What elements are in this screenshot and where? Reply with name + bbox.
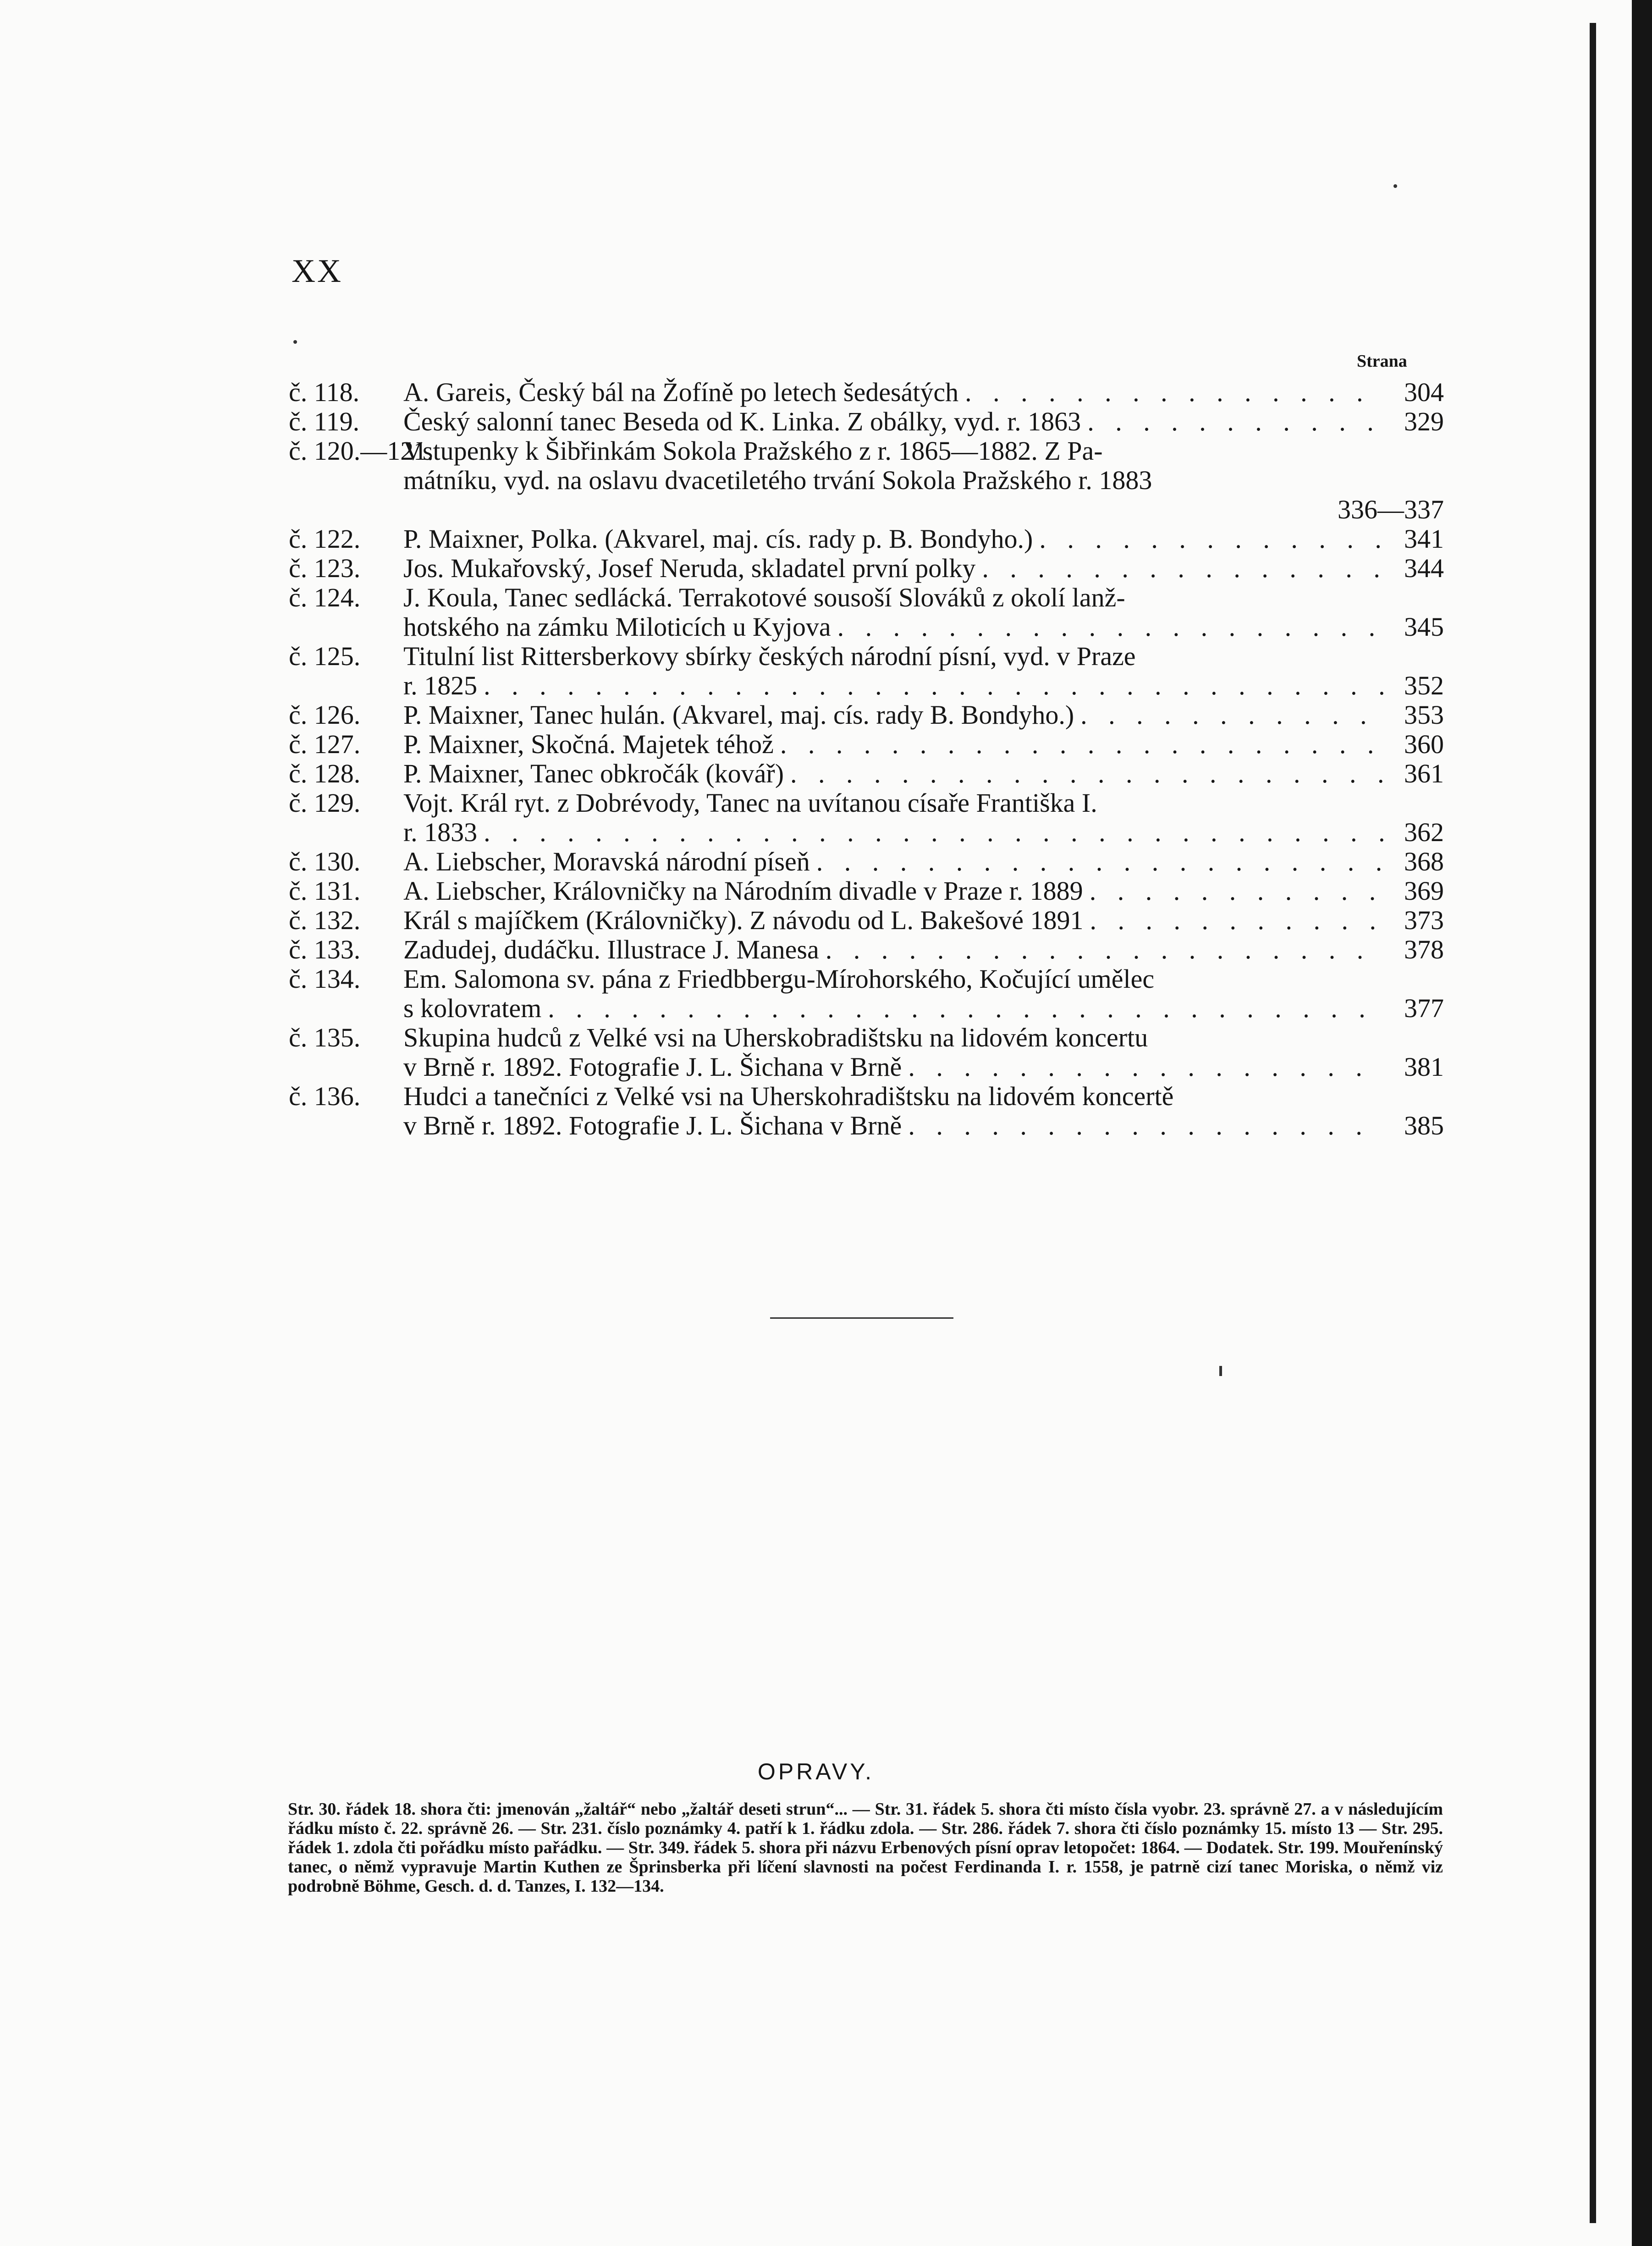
page-number: 362	[1404, 817, 1444, 847]
dot-leader	[477, 818, 1384, 847]
dot-leader	[1074, 700, 1384, 730]
entry-body	[403, 378, 1444, 407]
dot-leader	[1083, 876, 1384, 906]
dot-leader	[1033, 524, 1384, 554]
print-speck	[293, 340, 297, 344]
entry-number: č. 132.	[289, 905, 361, 935]
entry-title: A. Liebscher, Královničky na Národním divadle v Praze r. 1889	[403, 876, 1083, 906]
entry-body	[403, 407, 1444, 436]
toc-entry	[289, 876, 1444, 906]
entry-title: P. Maixner, Tanec obkročák (kovář)	[403, 759, 784, 788]
entry-line	[403, 730, 1444, 759]
entry-body	[403, 906, 1444, 935]
entry-body	[403, 554, 1444, 583]
entry-title: Vojt. Král ryt. z Dobrévody, Tanec na uvítanou císaře Františka I.	[403, 788, 1097, 818]
entry-title: r. 1833	[403, 817, 478, 847]
entry-title: J. Koula, Tanec sedlácká. Terrakotové sousoší Slováků z okolí lanž-	[403, 583, 1125, 612]
scan-border	[1632, 0, 1652, 2246]
entry-title: s kolovratem	[403, 993, 542, 1023]
page-number: 352	[1404, 671, 1444, 700]
entry-line	[403, 1052, 1444, 1082]
entry-line	[403, 554, 1444, 583]
entry-body	[403, 847, 1444, 876]
entry-title: Jos. Mukařovský, Josef Neruda, skladatel první polky	[403, 553, 976, 583]
page-number: 353	[1404, 700, 1444, 730]
entry-body	[403, 700, 1444, 730]
entry-number: č. 122.	[289, 524, 361, 554]
dot-leader	[831, 612, 1384, 642]
entry-body	[403, 1023, 1444, 1082]
dot-leader	[810, 847, 1384, 876]
entry-number: č. 129.	[289, 788, 361, 818]
page-number: 336—337	[1338, 495, 1444, 524]
page-number: 344	[1404, 553, 1444, 583]
entry-number: č. 118.	[289, 377, 360, 407]
entry-title: Em. Salomona sv. pána z Friedbbergu-Mírohorského, Kočující umělec	[403, 964, 1155, 994]
page-column-label: Strana	[1357, 352, 1407, 371]
dot-leader	[1083, 906, 1384, 935]
section-divider	[770, 1317, 953, 1319]
entry-title: Vstupenky k Šibřinkám Sokola Pražského z r. 1865—1882. Z Pa-	[403, 436, 1103, 466]
entry-line	[403, 642, 1444, 671]
illustration-list	[289, 378, 1444, 1140]
entry-line	[403, 847, 1444, 876]
toc-entry	[289, 407, 1444, 436]
toc-entry	[289, 906, 1444, 935]
entry-title: mátníku, vyd. na oslavu dvacetiletého trvání Sokola Pražského r. 1883	[403, 465, 1152, 495]
entry-body	[403, 583, 1444, 642]
dot-leader	[774, 730, 1384, 759]
entry-title: r. 1825	[403, 671, 478, 700]
dot-leader	[975, 554, 1384, 583]
dot-leader	[1081, 407, 1384, 436]
entry-body	[403, 935, 1444, 964]
entry-line	[403, 671, 1444, 700]
entry-title: P. Maixner, Skočná. Majetek téhož	[403, 729, 774, 759]
page-number: 345	[1404, 612, 1444, 642]
dot-leader	[902, 1052, 1384, 1082]
entry-line	[403, 524, 1444, 554]
toc-entry	[289, 935, 1444, 964]
entry-body	[403, 1082, 1444, 1140]
entry-line	[403, 700, 1444, 730]
entry-number: č. 119.	[289, 407, 360, 436]
page-number: 385	[1404, 1111, 1444, 1140]
dot-leader	[902, 1111, 1384, 1140]
entry-title: P. Maixner, Polka. (Akvarel, maj. cís. rady p. B. Bondyho.)	[403, 524, 1033, 554]
dot-leader	[541, 994, 1384, 1023]
toc-entry	[289, 730, 1444, 759]
running-head: XX	[292, 253, 343, 289]
toc-entry	[289, 964, 1444, 1023]
entry-number: č. 123.	[289, 553, 361, 583]
entry-title: A. Gareis, Český bál na Žofíně po letech šedesátých	[403, 377, 959, 407]
entry-line	[403, 788, 1444, 818]
toc-entry	[289, 759, 1444, 788]
entry-body	[403, 436, 1444, 524]
entry-line	[403, 906, 1444, 935]
page-number: 373	[1404, 905, 1444, 935]
entry-body	[403, 759, 1444, 788]
entry-number: č. 124.	[289, 583, 361, 612]
entry-line	[403, 495, 1444, 524]
page-number: 378	[1404, 935, 1444, 964]
entry-number: č. 133.	[289, 935, 361, 964]
entry-title: Hudci a tanečníci z Velké vsi na Uherskohradištsku na lidovém koncertě	[403, 1081, 1174, 1111]
entry-line	[403, 612, 1444, 642]
print-speck	[1393, 184, 1397, 188]
page-number: 304	[1404, 377, 1444, 407]
entry-line	[403, 964, 1444, 994]
entry-line	[403, 466, 1444, 495]
errata-text: Str. 30. řádek 18. shora čti: jmenován „žaltář“ nebo „žaltář deseti strun“... — Str. 31. řádek 5. shora čti místo čísla vyobr. 23. správně 27. a v následujícím řádku místo č. 22. správně 26. — Str. 231. číslo poznámky 4. patří k 1. řádku zdola. — Str. 286. řádek 7. shora čti číslo poznámky 15. místo 13 — Str. 295. řádek 1. zdola čti pořádku místo pařádku. — Str. 349. řádek 5. shora při názvu Erbenových písní oprav letopočet: 1864. — Dodatek. Str. 199. Mouřenínský tanec, o němž vypravuje Martin Kuthen ze Šprinsberka při líčení slavnosti na počest Ferdinanda I. r. 1558, je patrně cizí tanec Moriska, o němž viz podrobně Böhme, Gesch. d. d. Tanzes, I. 132—134.	[288, 1800, 1443, 1896]
entry-number: č. 128.	[289, 759, 361, 788]
errata-title: OPRAVY.	[757, 1759, 875, 1784]
page-number: 341	[1404, 524, 1444, 554]
entry-number: č. 120.—121.	[289, 436, 434, 466]
print-speck	[1219, 1366, 1222, 1376]
page-number: 369	[1404, 876, 1444, 906]
page-number: 381	[1404, 1052, 1444, 1082]
entry-number: č. 125.	[289, 641, 361, 671]
toc-entry	[289, 378, 1444, 407]
dot-leader	[958, 378, 1384, 407]
entry-title: Titulní list Rittersberkovy sbírky českých národní písní, vyd. v Praze	[403, 641, 1136, 671]
entry-body	[403, 964, 1444, 1023]
entry-number: č. 130.	[289, 847, 361, 876]
page-number: 360	[1404, 729, 1444, 759]
entry-body	[403, 642, 1444, 700]
entry-body	[403, 788, 1444, 847]
entry-line	[403, 1023, 1444, 1052]
toc-entry	[289, 847, 1444, 876]
entry-title: hotského na zámku Miloticích u Kyjova	[403, 612, 831, 642]
dot-leader	[819, 935, 1384, 964]
page-edge-rule	[1590, 23, 1596, 2223]
entry-number: č. 135.	[289, 1023, 361, 1052]
toc-entry	[289, 1082, 1444, 1140]
entry-number: č. 134.	[289, 964, 361, 994]
entry-title: Český salonní tanec Beseda od K. Linka. Z obálky, vyd. r. 1863	[403, 407, 1081, 436]
entry-number: č. 136.	[289, 1081, 361, 1111]
entry-title: Skupina hudců z Velké vsi na Uherskobradištsku na lidovém koncertu	[403, 1023, 1148, 1052]
entry-body	[403, 730, 1444, 759]
entry-line	[403, 407, 1444, 436]
entry-line	[403, 378, 1444, 407]
toc-entry	[289, 583, 1444, 642]
entry-line	[403, 1082, 1444, 1111]
entry-line	[403, 759, 1444, 788]
toc-entry	[289, 1023, 1444, 1082]
entry-line	[403, 876, 1444, 906]
entry-line	[403, 818, 1444, 847]
entry-number: č. 127.	[289, 729, 361, 759]
entry-body	[403, 876, 1444, 906]
entry-title: Král s majíčkem (Královničky). Z návodu od L. Bakešové 1891	[403, 905, 1084, 935]
entry-number: č. 126.	[289, 700, 361, 730]
entry-line	[403, 1111, 1444, 1140]
toc-entry	[289, 524, 1444, 554]
dot-leader	[784, 759, 1384, 788]
entry-line	[403, 583, 1444, 612]
entry-line	[403, 994, 1444, 1023]
toc-entry	[289, 436, 1444, 524]
entry-title: A. Liebscher, Moravská národní píseň	[403, 847, 810, 876]
toc-entry	[289, 642, 1444, 700]
toc-entry	[289, 700, 1444, 730]
page-number: 368	[1404, 847, 1444, 876]
page-number: 377	[1404, 993, 1444, 1023]
entry-title: P. Maixner, Tanec hulán. (Akvarel, maj. cís. rady B. Bondyho.)	[403, 700, 1074, 730]
page-number: 329	[1404, 407, 1444, 436]
entry-title: v Brně r. 1892. Fotografie J. L. Šichana v Brně	[403, 1052, 902, 1082]
toc-entry	[289, 788, 1444, 847]
toc-entry	[289, 554, 1444, 583]
entry-number: č. 131.	[289, 876, 361, 906]
page-number: 361	[1404, 759, 1444, 788]
entry-body	[403, 524, 1444, 554]
entry-line	[403, 436, 1444, 466]
entry-title: Zadudej, dudáčku. Illustrace J. Manesa	[403, 935, 819, 964]
entry-title: v Brně r. 1892. Fotografie J. L. Šichana v Brně	[403, 1111, 902, 1140]
entry-line	[403, 935, 1444, 964]
dot-leader	[477, 671, 1384, 700]
